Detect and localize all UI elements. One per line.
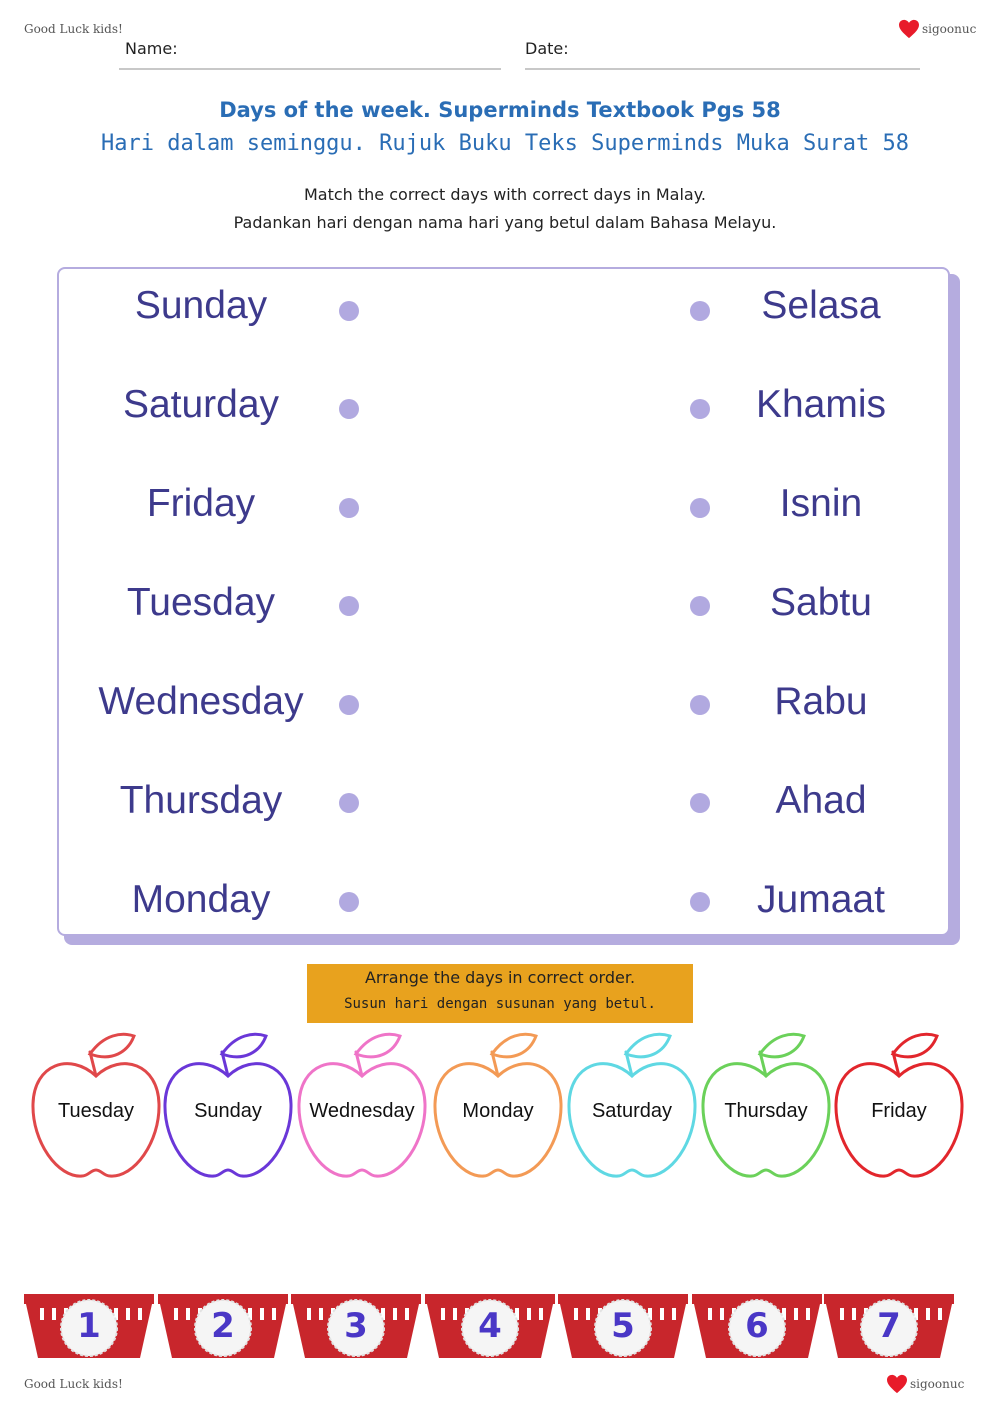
instruction-malay: Padankan hari dengan nama hari yang betul dalam Bahasa Melayu. <box>233 213 777 232</box>
left-day-3: Friday <box>146 482 256 525</box>
brand-name: sigoonuc <box>910 1377 965 1391</box>
left-dot-1[interactable] <box>339 301 359 321</box>
left-day-5: Wednesday <box>98 680 304 723</box>
apple-label: Wednesday <box>309 1100 415 1122</box>
left-dot-3[interactable] <box>339 498 359 518</box>
apple-card[interactable] <box>700 1030 832 1190</box>
brand-top <box>898 19 976 39</box>
apple-label: Thursday <box>724 1100 808 1122</box>
apple-label: Sunday <box>194 1100 262 1122</box>
corner-text-bottom: Good Luck kids! <box>24 1377 123 1391</box>
right-dot-5[interactable] <box>690 695 710 715</box>
name-field[interactable] <box>119 68 501 70</box>
apple-label: Monday <box>462 1100 534 1122</box>
right-day-3: Isnin <box>779 482 863 525</box>
apple-card[interactable] <box>296 1030 428 1190</box>
instruction-english: Match the correct days with correct days in Malay. <box>303 185 706 204</box>
right-dot-1[interactable] <box>690 301 710 321</box>
basket-number: 2 <box>211 1306 235 1346</box>
basket-number: 1 <box>77 1306 101 1346</box>
left-dot-6[interactable] <box>339 793 359 813</box>
right-dot-2[interactable] <box>690 399 710 419</box>
heart-icon <box>898 19 920 39</box>
right-day-4: Sabtu <box>770 581 872 624</box>
right-day-5: Rabu <box>774 680 868 723</box>
apple-card[interactable] <box>432 1030 564 1190</box>
apple-card[interactable] <box>162 1030 294 1190</box>
basket-slot[interactable] <box>22 1294 156 1362</box>
basket-number: 6 <box>745 1306 769 1346</box>
left-day-7: Monday <box>131 878 271 921</box>
heart-icon <box>886 1374 908 1394</box>
name-label: Name: <box>125 39 178 58</box>
apple-card[interactable] <box>566 1030 698 1190</box>
arrange-instruction-english: Arrange the days in correct order. <box>364 968 636 987</box>
date-field[interactable] <box>525 68 920 70</box>
right-dot-3[interactable] <box>690 498 710 518</box>
basket-slot[interactable] <box>156 1294 290 1362</box>
brand-name: sigoonuc <box>922 22 977 36</box>
brand-bottom <box>886 1374 964 1394</box>
left-dot-7[interactable] <box>339 892 359 912</box>
basket-slot[interactable] <box>822 1294 956 1362</box>
right-dot-7[interactable] <box>690 892 710 912</box>
title-english: Days of the week. Superminds Textbook Pgs 58 <box>219 98 781 122</box>
right-day-7: Jumaat <box>757 878 885 921</box>
basket-number: 4 <box>478 1306 502 1346</box>
left-day-2: Saturday <box>122 383 280 426</box>
basket-slot[interactable] <box>289 1294 423 1362</box>
right-day-2: Khamis <box>755 383 887 426</box>
left-dot-5[interactable] <box>339 695 359 715</box>
apple-label: Friday <box>871 1100 927 1122</box>
right-dot-4[interactable] <box>690 596 710 616</box>
basket-number: 3 <box>344 1306 368 1346</box>
apple-label: Tuesday <box>58 1100 134 1122</box>
arrange-instruction-malay: Susun hari dengan susunan yang betul. <box>344 996 656 1012</box>
right-day-6: Ahad <box>775 779 867 822</box>
left-day-1: Sunday <box>134 284 268 327</box>
basket-slot[interactable] <box>556 1294 690 1362</box>
left-dot-2[interactable] <box>339 399 359 419</box>
basket-slot[interactable] <box>423 1294 557 1362</box>
basket-slot[interactable] <box>690 1294 824 1362</box>
corner-text-top: Good Luck kids! <box>24 22 123 36</box>
left-day-6: Thursday <box>119 779 283 822</box>
left-day-4: Tuesday <box>126 581 276 624</box>
right-dot-6[interactable] <box>690 793 710 813</box>
title-malay: Hari dalam seminggu. Rujuk Buku Teks Superminds Muka Surat 58 <box>101 131 909 156</box>
apple-card[interactable] <box>833 1030 965 1190</box>
date-label: Date: <box>525 39 569 58</box>
apple-card[interactable] <box>30 1030 162 1190</box>
right-day-1: Selasa <box>761 284 881 327</box>
basket-number: 5 <box>611 1306 635 1346</box>
basket-number: 7 <box>877 1306 901 1346</box>
left-dot-4[interactable] <box>339 596 359 616</box>
apple-label: Saturday <box>591 1100 673 1122</box>
